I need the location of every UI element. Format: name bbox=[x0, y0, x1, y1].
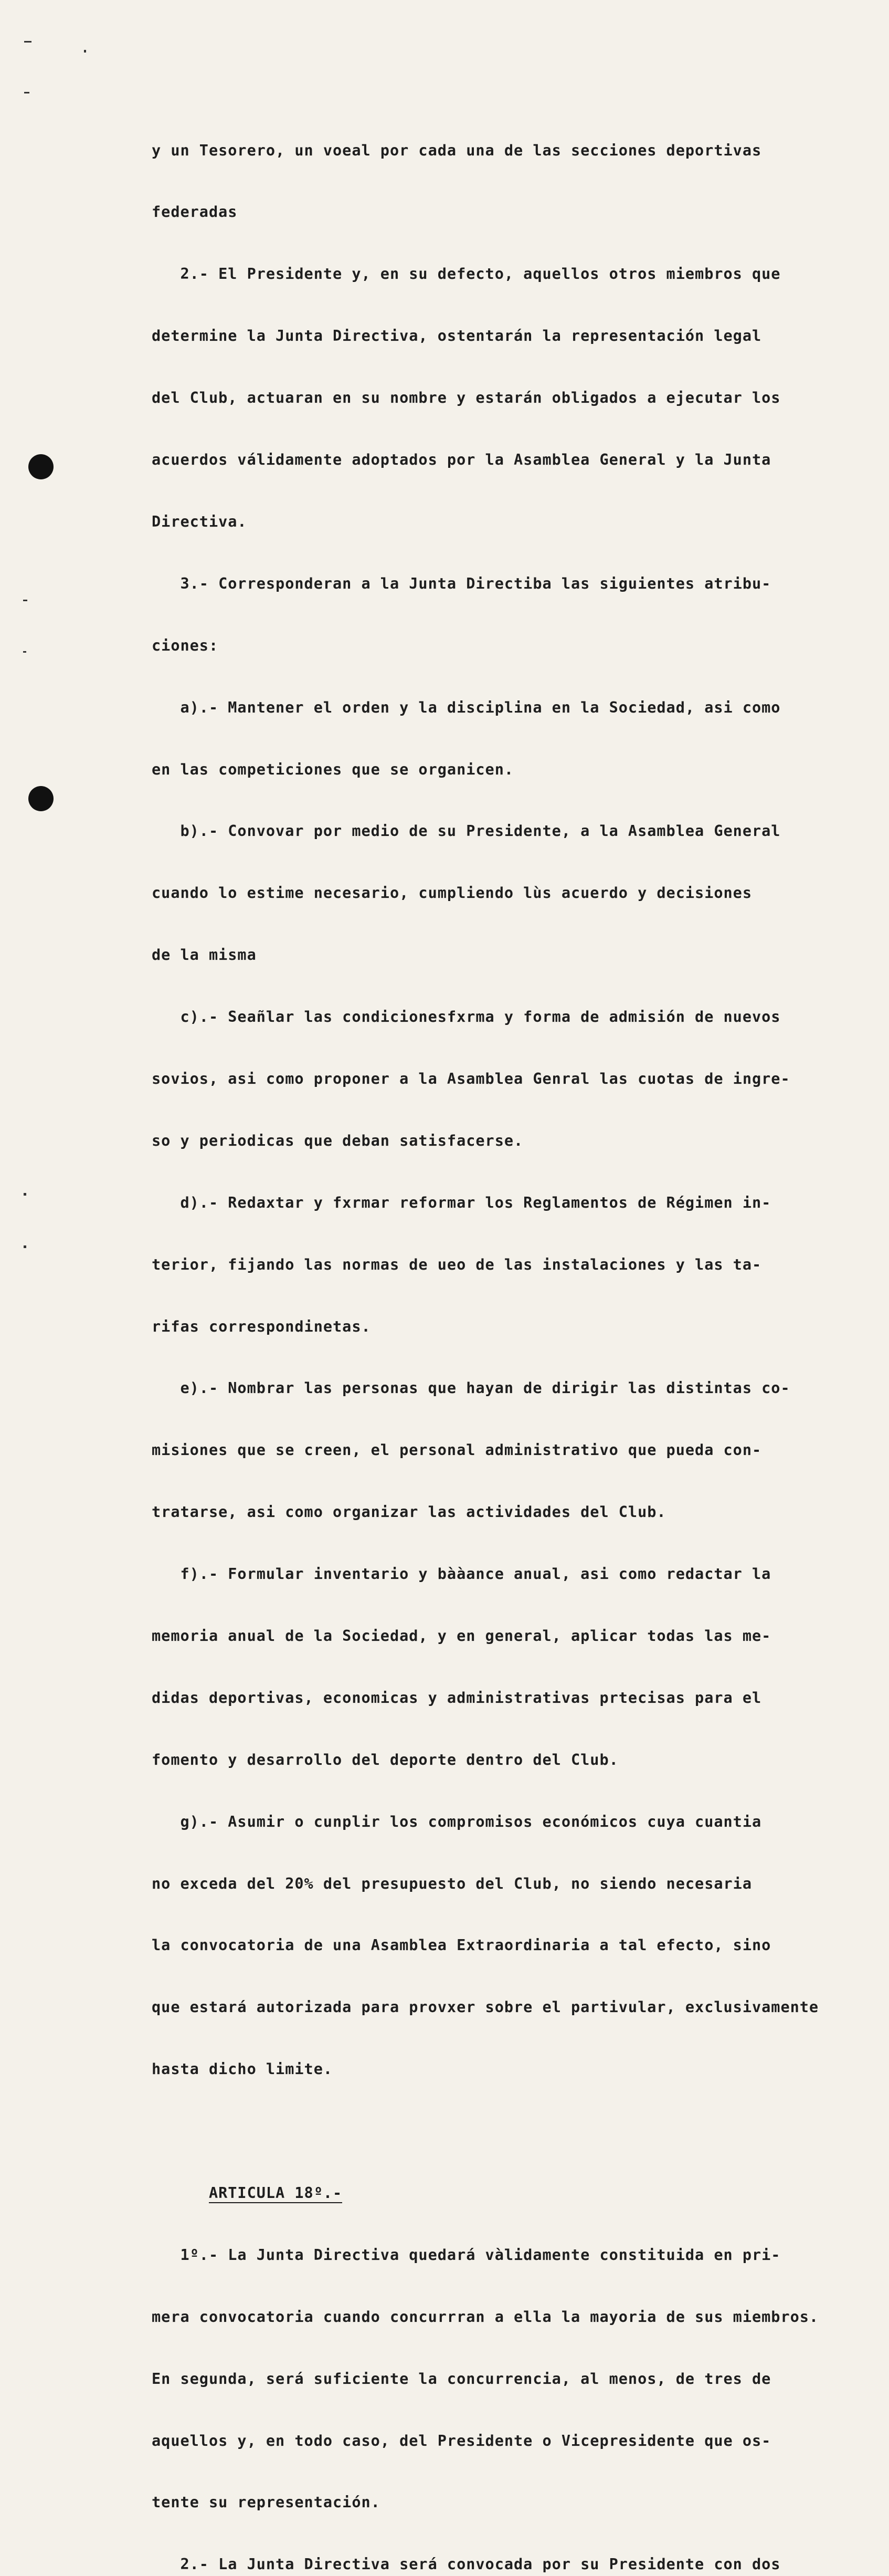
margin-speck bbox=[24, 92, 29, 93]
text-line: federadas bbox=[152, 203, 238, 221]
text-line: memoria anual de la Sociedad, y en general, aplicar todas las me- bbox=[152, 1627, 771, 1645]
text-line: sovios, asi como proponer a la Asamblea Genral las cuotas de ingre- bbox=[152, 1070, 790, 1087]
margin-speck bbox=[24, 1193, 26, 1196]
text-line: f).- Formular inventario y bààance anual, asi como redactar la bbox=[152, 1565, 771, 1583]
text-line: rifas correspondinetas. bbox=[152, 1317, 371, 1335]
text-line: cuando lo estime necesario, cumpliendo lùs acuerdo y decisiones bbox=[152, 884, 752, 902]
text-line: en las competiciones que se organicen. bbox=[152, 760, 514, 778]
article-18-heading bbox=[152, 2183, 886, 2203]
punch-hole bbox=[28, 786, 54, 811]
text-line: 3.- Corresponderan a la Junta Directiba las siguientes atribu- bbox=[152, 574, 771, 592]
text-line: no exceda del 20% del presupuesto del Club, no siendo necesaria bbox=[152, 1875, 752, 1892]
text-line: En segunda, será suficiente la concurrencia, al menos, de tres de bbox=[152, 2370, 771, 2387]
text-line: 2.- La Junta Directiva será convocada por su Presidente con dos bbox=[152, 2556, 781, 2573]
text-line: y un Tesorero, un voeal por cada una de las secciones deportivas bbox=[152, 141, 762, 159]
text-line: didas deportivas, economicas y administrativas prtecisas para el bbox=[152, 1689, 762, 1706]
text-line: terior, fijando las normas de ueo de las instalaciones y las ta- bbox=[152, 1255, 762, 1273]
margin-speck bbox=[24, 41, 31, 43]
typewritten-text bbox=[152, 99, 886, 2576]
text-line: e).- Nombrar las personas que hayan de dirigir las distintas co- bbox=[152, 1379, 790, 1397]
text-line: Directiva. bbox=[152, 512, 247, 530]
margin-speck bbox=[84, 50, 86, 53]
text-line: so y periodicas que deban satisfacerse. bbox=[152, 1132, 524, 1149]
text-line: misiones que se creen, el personal administrativo que pueda con- bbox=[152, 1441, 762, 1459]
text-line: hasta dicho limite. bbox=[152, 2060, 333, 2078]
margin-speck bbox=[23, 651, 26, 653]
text-line: acuerdos válidamente adoptados por la Asamblea General y la Junta bbox=[152, 451, 771, 469]
text-line: c).- Seañlar las condicionesfxrma y forma de admisión de nuevos bbox=[152, 1008, 781, 1026]
text-line: g).- Asumir o cunplir los compromisos económicos cuya cuantia bbox=[152, 1813, 762, 1830]
article-18-title: ARTICULA 18º.- bbox=[209, 2184, 342, 2203]
text-line: fomento y desarrollo del deporte dentro del Club. bbox=[152, 1751, 619, 1768]
margin-speck bbox=[24, 1245, 26, 1248]
margin-speck bbox=[23, 600, 27, 601]
text-line: determine la Junta Directiva, ostentarán la representación legal bbox=[152, 327, 762, 345]
text-line: ciones: bbox=[152, 636, 219, 654]
text-line: la convocatoria de una Asamblea Extraordinaria a tal efecto, sino bbox=[152, 1936, 771, 1954]
text-line: a).- Mantener el orden y la disciplina en la Sociedad, asi como bbox=[152, 698, 781, 716]
text-line: aquellos y, en todo caso, del Presidente o Vicepresidente que os- bbox=[152, 2432, 771, 2449]
text-line: b).- Convovar por medio de su Presidente, a la Asamblea General bbox=[152, 822, 781, 840]
text-line: de la misma bbox=[152, 946, 257, 964]
text-line: 2.- El Presidente y, en su defecto, aquellos otros miembros que bbox=[152, 265, 781, 283]
text-line: tente su representación. bbox=[152, 2494, 380, 2511]
text-line: 1º.- La Junta Directiva quedará vàlidamente constituida en pri- bbox=[152, 2246, 781, 2264]
text-line: tratarse, asi como organizar las actividades del Club. bbox=[152, 1503, 666, 1521]
text-line: d).- Redaxtar y fxrmar reformar los Reglamentos de Régimen in- bbox=[152, 1193, 771, 1211]
text-line: mera convocatoria cuando concurrran a ella la mayoria de sus miembros. bbox=[152, 2308, 819, 2326]
blank-line bbox=[152, 2121, 886, 2141]
text-line: que estará autorizada para provxer sobre el partivular, exclusivamente bbox=[152, 1998, 819, 2016]
text-line: del Club, actuaran en su nombre y estarán obligados a ejecutar los bbox=[152, 389, 781, 407]
punch-hole bbox=[28, 454, 54, 479]
